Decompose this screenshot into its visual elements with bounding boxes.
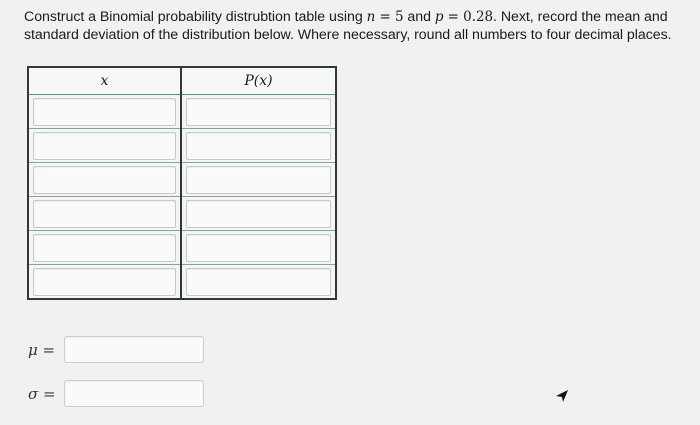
px-value-input[interactable] xyxy=(186,234,331,262)
table-row xyxy=(28,95,336,129)
x-cell xyxy=(28,265,181,300)
std-dev-input[interactable] xyxy=(64,380,204,407)
px-value-input[interactable] xyxy=(186,200,331,228)
table-row xyxy=(28,197,336,231)
px-cell xyxy=(181,265,336,300)
px-value-input[interactable] xyxy=(186,98,331,126)
table-row xyxy=(28,265,336,300)
mean-row xyxy=(28,336,204,363)
std-dev-label: σ = xyxy=(28,384,56,403)
table-row xyxy=(28,129,336,163)
n-value: 5 xyxy=(394,9,404,25)
x-cell xyxy=(28,129,181,163)
x-cell xyxy=(28,163,181,197)
table-body xyxy=(28,95,336,300)
table-row xyxy=(28,231,336,265)
x-cell xyxy=(28,231,181,265)
x-value-input[interactable] xyxy=(33,132,176,160)
x-value-input[interactable] xyxy=(33,98,176,126)
prompt-text-part1: Construct a Binomial probability distrubtion table using xyxy=(24,9,367,25)
px-cell xyxy=(181,197,336,231)
px-value-input[interactable] xyxy=(186,166,331,194)
equals-sign: = xyxy=(375,9,395,25)
prompt-text-part2: . Next, record the mean and standard deviation of the distribution below. Where necessary, round all numbers to four decimal places. xyxy=(24,9,672,43)
px-cell xyxy=(181,95,336,129)
px-value-input[interactable] xyxy=(186,132,331,160)
mean-label: μ = xyxy=(28,340,56,359)
x-value-input[interactable] xyxy=(33,268,176,296)
p-symbol: p xyxy=(434,9,444,25)
mean-input[interactable] xyxy=(64,336,204,363)
p-value: 0.28 xyxy=(463,9,494,25)
px-value-input[interactable] xyxy=(186,268,331,296)
equals-sign: = xyxy=(443,9,464,25)
table-header-row xyxy=(28,67,336,95)
std-dev-row xyxy=(28,380,204,407)
mouse-pointer-icon xyxy=(555,389,569,403)
px-cell xyxy=(181,163,336,197)
table-row xyxy=(28,163,336,197)
x-cell xyxy=(28,197,181,231)
x-cell xyxy=(28,95,181,129)
x-column-header: x xyxy=(28,67,181,95)
x-value-input[interactable] xyxy=(33,200,176,228)
n-symbol: n xyxy=(366,9,376,25)
px-cell xyxy=(181,129,336,163)
question-prompt xyxy=(24,8,684,44)
px-cell xyxy=(181,231,336,265)
px-column-header: P(x) xyxy=(181,67,336,95)
x-value-input[interactable] xyxy=(33,234,176,262)
distribution-table xyxy=(27,66,337,300)
x-value-input[interactable] xyxy=(33,166,176,194)
and-text: and xyxy=(403,9,435,25)
